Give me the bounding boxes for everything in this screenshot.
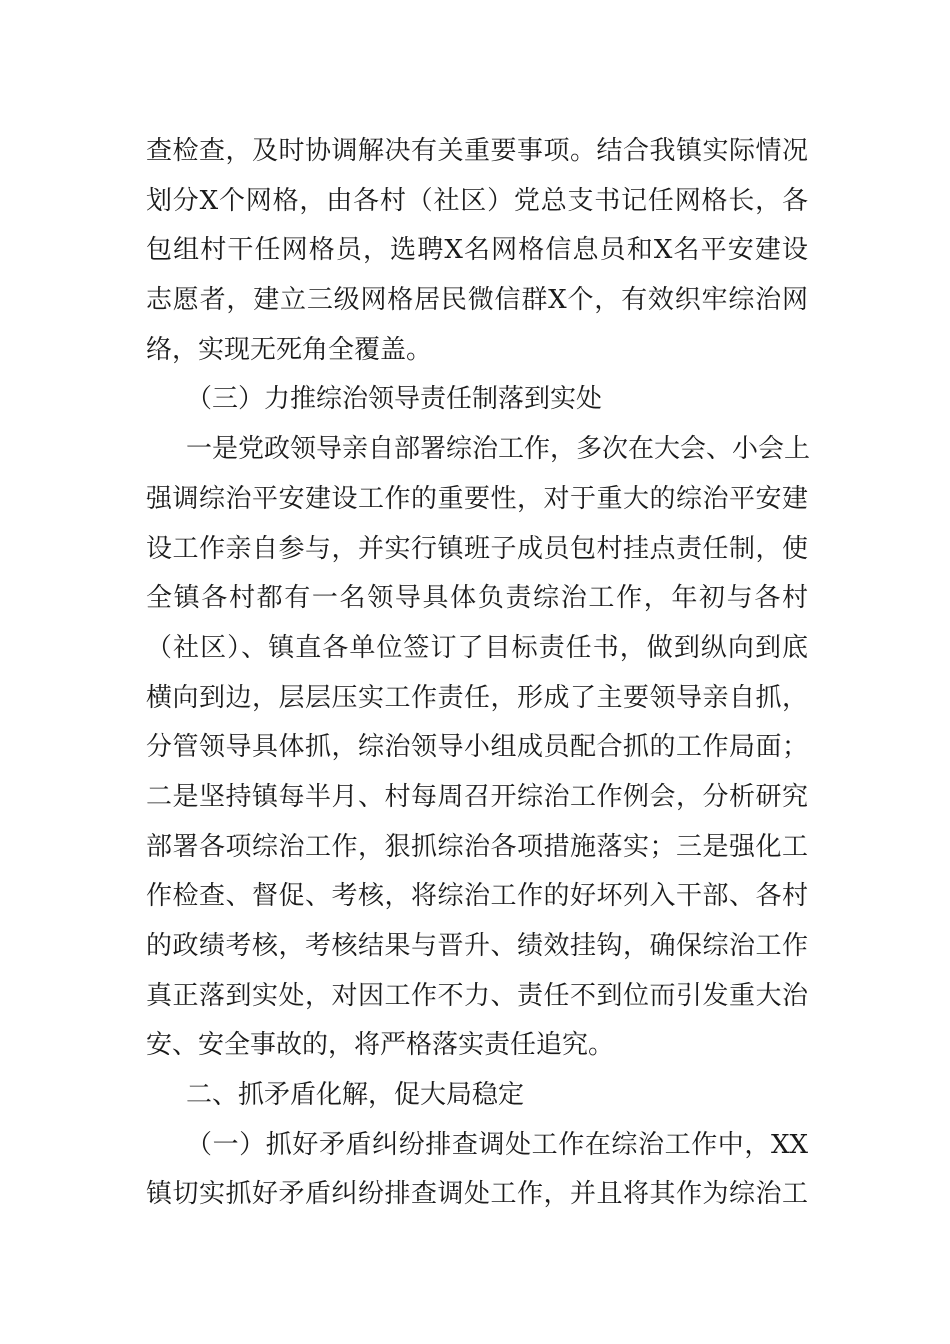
text-line-18: 真正落到实处，对因工作不力、责任不到位而引发重大治 xyxy=(146,980,808,1011)
text-line-17: 的政绩考核，考核结果与晋升、绩效挂钩，确保综治工作 xyxy=(146,931,808,961)
text-line-8: 强调综治平安建设工作的重要性，对于重大的综治平安建 xyxy=(146,483,808,514)
text-line-14: 二是坚持镇每半月、村每周召开综治工作例会，分析研究 xyxy=(146,781,808,812)
subsection-heading-1: （一）抓好矛盾纠纷排查调处工作在综治工作中，XX xyxy=(186,1129,808,1160)
text-line-3: 包组村干任网格员，选聘X名网格信息员和X名平安建设 xyxy=(146,235,808,266)
text-line-12: 横向到边，层层压实工作责任，形成了主要领导亲自抓， xyxy=(146,682,808,713)
text-line-13: 分管领导具体抓，综治领导小组成员配合抓的工作局面； xyxy=(146,732,808,763)
text-line-7: 一是党政领导亲自部署综治工作，多次在大会、小会上 xyxy=(186,434,811,465)
text-line-5: 络，实现无死角全覆盖。 xyxy=(146,334,433,365)
text-line-10: 全镇各村都有一名领导具体负责综治工作，年初与各村 xyxy=(146,583,808,614)
document-body xyxy=(146,127,811,1220)
text-line-16: 作检查、督促、考核，将综治工作的好坏列入干部、各村 xyxy=(146,881,808,912)
text-line-1: 查检查，及时协调解决有关重要事项。结合我镇实际情况 xyxy=(146,136,808,166)
text-line-2: 划分X个网格，由各村（社区）党总支书记任网格长，各 xyxy=(146,185,808,216)
section-heading-2: 二、抓矛盾化解，促大局稳定 xyxy=(186,1080,525,1111)
text-line-22: 镇切实抓好矛盾纠纷排查调处工作，并且将其作为综治工 xyxy=(146,1179,808,1210)
text-line-9: 设工作亲自参与，并实行镇班子成员包村挂点责任制，使 xyxy=(146,533,808,564)
text-line-11: （社区）、镇直各单位签订了目标责任书，做到纵向到底 xyxy=(146,632,808,663)
section-heading-3: （三）力推综治领导责任制落到实处 xyxy=(186,384,603,415)
text-line-15: 部署各项综治工作，狠抓综治各项措施落实；三是强化工 xyxy=(146,831,808,862)
text-line-4: 志愿者，建立三级网格居民微信群X个，有效织牢综治网 xyxy=(146,285,808,316)
text-line-19: 安、安全事故的，将严格落实责任追究。 xyxy=(146,1030,615,1061)
